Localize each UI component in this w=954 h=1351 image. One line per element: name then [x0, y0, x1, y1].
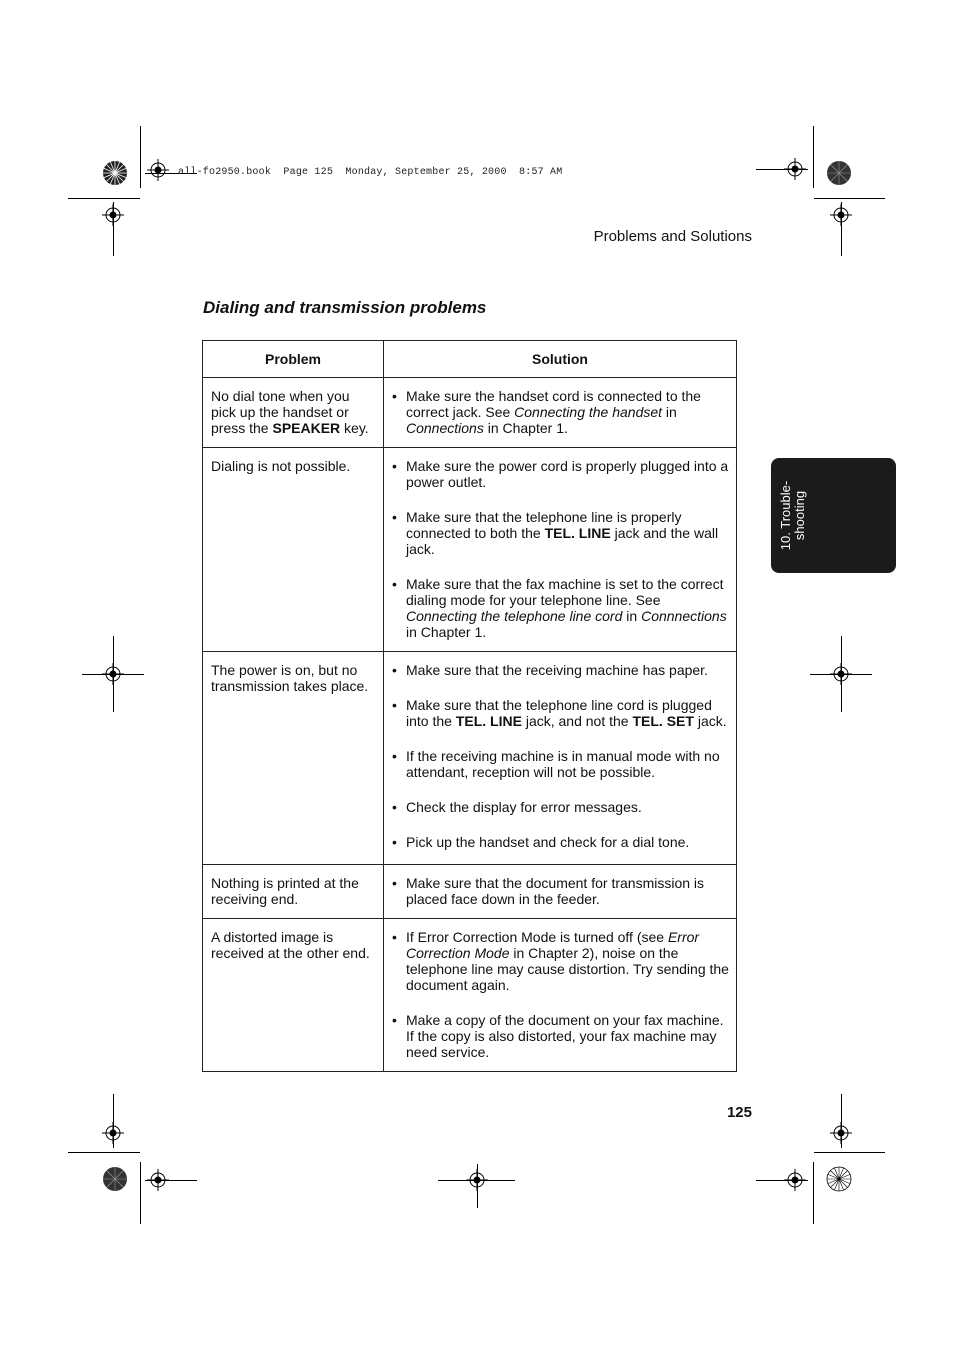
table-row — [203, 378, 737, 448]
solution-list — [392, 388, 730, 436]
registration-crosshair-icon — [466, 1169, 488, 1191]
registration-crosshair-icon — [784, 1169, 806, 1191]
table-row — [203, 919, 737, 1072]
solution-cell — [384, 865, 737, 919]
problem-cell: No dial tone when you pick up the handset or press the SPEAKER key. — [203, 378, 384, 448]
speaker-key-label: SPEAKER — [272, 420, 341, 436]
crop-mark — [813, 126, 814, 188]
crop-mark — [68, 198, 140, 199]
solution-list — [392, 662, 730, 850]
registration-crosshair-icon — [102, 663, 124, 685]
solution-list — [392, 458, 730, 640]
problem-cell: The power is on, but no transmission takes place. — [203, 652, 384, 865]
solution-list — [392, 875, 730, 907]
solution-cell — [384, 652, 737, 865]
list-item: • Make sure that the document for transmission is placed face down in the feeder. — [406, 875, 730, 907]
page-number: 125 — [726, 1104, 752, 1121]
crop-mark — [814, 1152, 885, 1153]
list-item: • Pick up the handset and check for a dial tone. — [406, 834, 730, 850]
table-row — [203, 448, 737, 652]
section-title: Dialing and transmission problems — [203, 298, 487, 317]
table-header-row — [203, 341, 737, 378]
crop-mark — [140, 126, 141, 188]
troubleshooting-table — [202, 340, 737, 1072]
problem-cell: Dialing is not possible. — [203, 448, 384, 652]
problem-cell: A distorted image is received at the other end. — [203, 919, 384, 1072]
chapter-tab-label: 10. Trouble- shooting — [778, 480, 807, 551]
solution-cell — [384, 919, 737, 1072]
crop-mark — [68, 1152, 140, 1153]
crop-mark — [813, 1162, 814, 1224]
registration-crosshair-icon — [830, 663, 852, 685]
registration-crosshair-icon — [147, 159, 169, 181]
registration-crosshair-icon — [147, 1169, 169, 1191]
header-problem: Problem — [203, 341, 384, 378]
starburst-target-icon — [826, 1166, 852, 1192]
list-item: • Make sure that the receiving machine has paper. — [406, 662, 730, 678]
solution-list — [392, 929, 730, 1060]
list-item: • If the receiving machine is in manual mode with no attendant, reception will not be possible. — [406, 748, 730, 780]
list-item: • If Error Correction Mode is turned off (see Error Correction Mode in Chapter 2), noise on the telephone line may cause distortion. Try sending the document again. — [406, 929, 730, 993]
registration-crosshair-icon — [830, 1122, 852, 1144]
list-item: • Check the display for error messages. — [406, 799, 730, 815]
list-item: • Make sure that the telephone line cord is plugged into the TEL. LINE jack, and not the TEL. SET jack. — [406, 697, 730, 729]
starburst-target-icon — [102, 160, 128, 186]
list-item: • Make a copy of the document on your fax machine. If the copy is also distorted, your fax machine may need service. — [406, 1012, 730, 1060]
table-row — [203, 652, 737, 865]
list-item: • Make sure that the fax machine is set to the correct dialing mode for your telephone line. See Connecting the telephone line cord in Connnections in Chapter 1. — [406, 576, 730, 640]
table-row — [203, 865, 737, 919]
problem-cell: Nothing is printed at the receiving end. — [203, 865, 384, 919]
solution-cell — [384, 448, 737, 652]
registration-crosshair-icon — [102, 204, 124, 226]
list-item: • Make sure the handset cord is connected to the correct jack. See Connecting the handset in Connections in Chapter 1. — [406, 388, 730, 436]
slug-line: all-fo2950.book Page 125 Monday, September 25, 2000 8:57 AM — [178, 167, 563, 178]
crop-mark — [140, 1162, 141, 1224]
list-item: • Make sure that the telephone line is properly connected to both the TEL. LINE jack and the wall jack. — [406, 509, 730, 557]
solution-cell — [384, 378, 737, 448]
crop-mark — [814, 198, 885, 199]
running-head: Problems and Solutions — [593, 228, 752, 245]
registration-crosshair-icon — [102, 1122, 124, 1144]
starburst-target-icon — [826, 160, 852, 186]
list-item: • Make sure the power cord is properly plugged into a power outlet. — [406, 458, 730, 490]
header-solution: Solution — [384, 341, 737, 378]
starburst-target-icon — [102, 1166, 128, 1192]
registration-crosshair-icon — [784, 158, 806, 180]
chapter-side-tab — [771, 458, 896, 573]
registration-crosshair-icon — [830, 204, 852, 226]
